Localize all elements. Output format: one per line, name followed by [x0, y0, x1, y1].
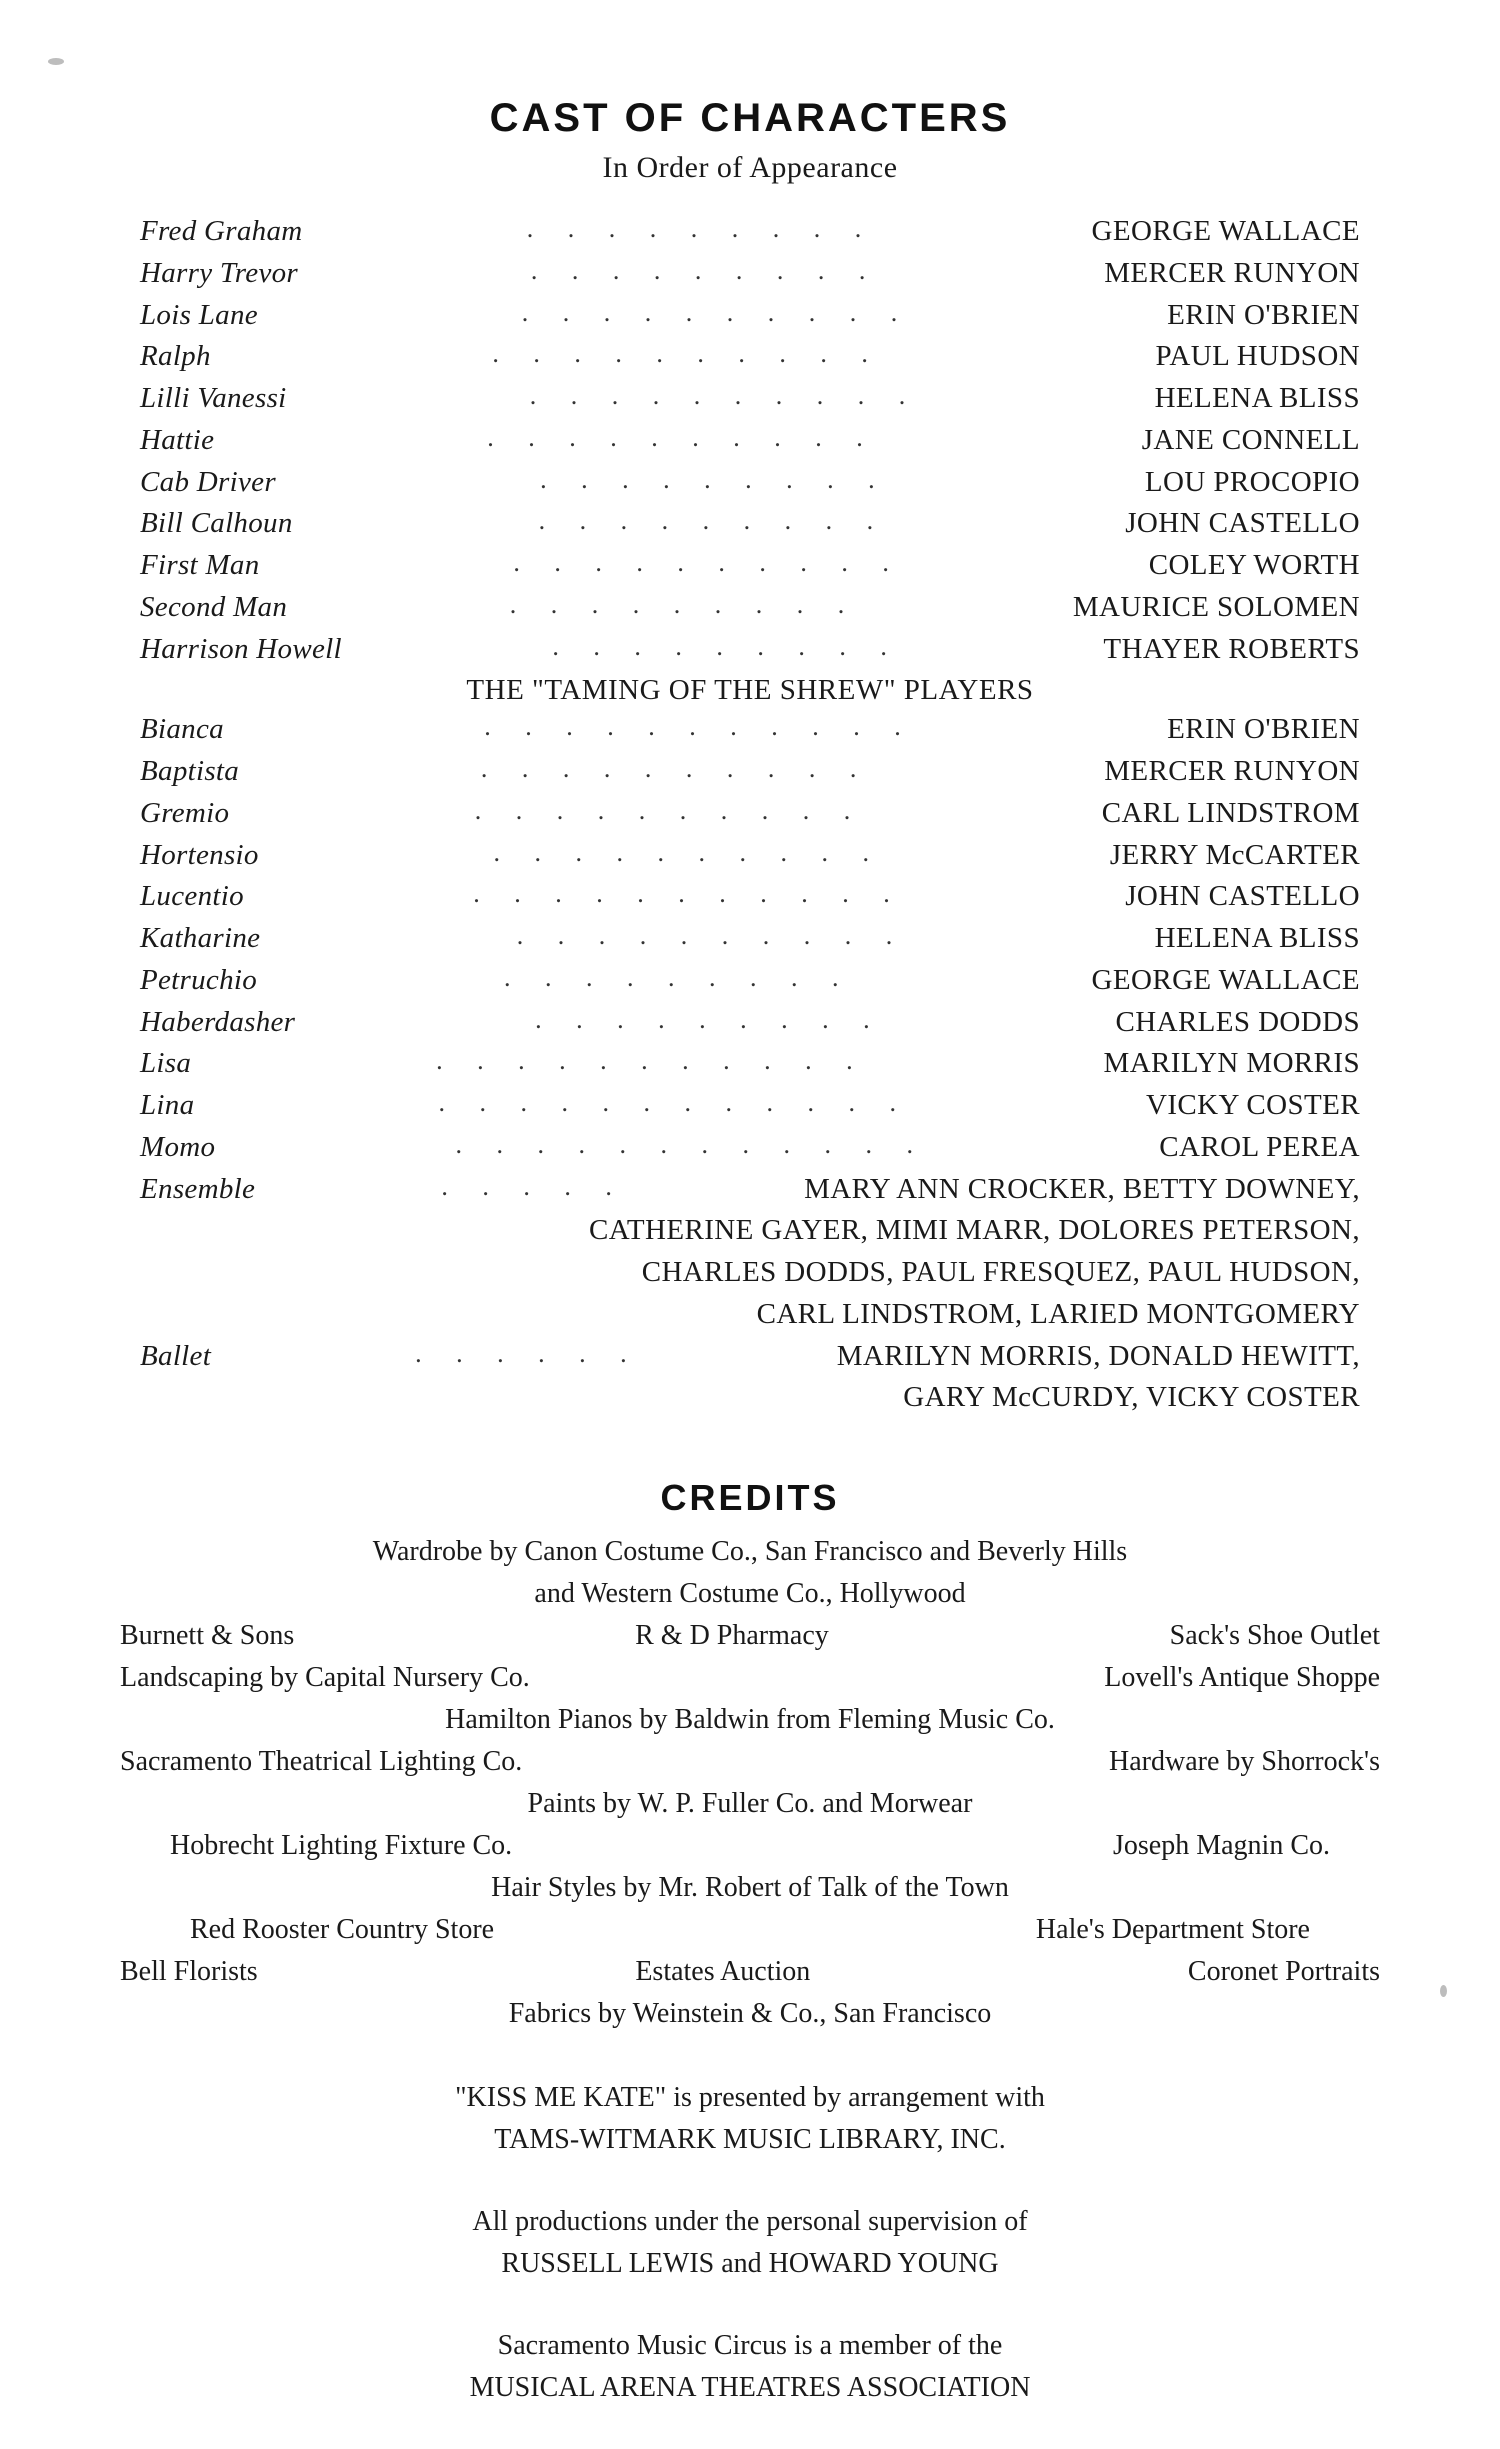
cast-row: [140, 876, 1360, 918]
leader-dots: . . . . . . . . . .: [474, 795, 865, 825]
cast-row: [140, 918, 1360, 960]
cast-row: [140, 378, 1360, 420]
cast-role: Gremio: [140, 796, 230, 829]
credit-item: Red Rooster Country Store: [190, 1914, 495, 1945]
cast-actor: VICKY COSTER: [1146, 1089, 1360, 1121]
credit-item: Estates Auction: [635, 1956, 811, 1987]
cast-row: [140, 960, 1360, 1002]
cast-actor: ERIN O'BRIEN: [1167, 713, 1360, 746]
credit-line: Hamilton Pianos by Baldwin from Fleming Music Co.: [445, 1704, 1055, 1735]
leader-dots: . . . . . . . . . .: [480, 754, 871, 783]
credit-item: Bell Florists: [120, 1956, 258, 1987]
credit-line: Fabrics by Weinstein & Co., San Francisco: [508, 1998, 992, 2029]
credit-row: [120, 1825, 1380, 1867]
cast-actor: MAURICE SOLOMEN: [1072, 590, 1360, 623]
leader-dots: . . . . . . . . . .: [529, 381, 920, 410]
credit-item: Sack's Shoe Outlet: [1169, 1620, 1380, 1651]
cast-actor: JERRY McCARTER: [1109, 838, 1360, 871]
cast-actor: CAROL PEREA: [1159, 1130, 1360, 1163]
cast-actor: ERIN O'BRIEN: [1167, 298, 1360, 331]
cast-actor: MERCER RUNYON: [1104, 256, 1360, 289]
cast-row: [140, 211, 1360, 253]
arrangement-notice: [120, 2077, 1380, 2161]
leader-dots: . . . . . . . . . . .: [473, 879, 904, 909]
leader-dots: . . . . . .: [415, 1338, 641, 1368]
association-notice: [120, 2325, 1380, 2409]
cast-actor: MERCER RUNYON: [1104, 755, 1360, 787]
leader-dots: . . . . . . . . . .: [493, 837, 884, 867]
credits-title: CREDITS: [660, 1477, 840, 1518]
leader-dots: . . . . .: [441, 1171, 626, 1201]
leader-dots: . . . . . . . . .: [552, 631, 901, 661]
leader-dots: . . . . . . . . . . .: [484, 712, 915, 742]
cast-role: Cab Driver: [140, 465, 276, 498]
cast-actor: CHARLES DODDS: [1115, 1005, 1360, 1038]
cast-row: [140, 253, 1360, 295]
cast-role: Harry Trevor: [140, 256, 299, 289]
cast-role: Petruchio: [140, 963, 258, 996]
cast-actor: PAUL HUDSON: [1155, 340, 1360, 373]
credit-item: Hardware by Shorrock's: [1109, 1746, 1380, 1777]
cast-row: [140, 835, 1360, 877]
supervision-line-2: RUSSELL LEWIS and HOWARD YOUNG: [501, 2248, 999, 2279]
cast-role: Lois Lane: [140, 298, 258, 331]
cast-row: [140, 462, 1360, 504]
cast-actor: MARILYN MORRIS: [1103, 1047, 1360, 1080]
cast-row: [140, 420, 1360, 462]
leader-dots: . . . . . . . . .: [509, 589, 859, 619]
credit-item: Hale's Department Store: [1035, 1914, 1310, 1945]
cast-role: Lina: [140, 1089, 195, 1121]
credit-item: Joseph Magnin Co.: [1113, 1830, 1330, 1861]
arrangement-line-2: TAMS-WITMARK MUSIC LIBRARY, INC.: [494, 2124, 1006, 2155]
supervision-line-1: All productions under the personal supervision of: [472, 2206, 1028, 2237]
ballet-continued: GARY McCURDY, VICKY COSTER: [903, 1381, 1360, 1414]
cast-row: [140, 1043, 1360, 1085]
credit-item: Hobrecht Lighting Fixture Co.: [170, 1830, 513, 1861]
cast-row: [140, 545, 1360, 587]
cast-actor: COLEY WORTH: [1148, 549, 1360, 581]
cast-row: [140, 751, 1360, 793]
leader-dots: . . . . . . . . . . . .: [455, 1129, 928, 1159]
ballet-row: [140, 1336, 1360, 1378]
cast-role: Second Man: [140, 590, 288, 623]
cast-role: Hattie: [140, 423, 215, 456]
leader-dots: . . . . . . . . . .: [487, 422, 877, 452]
leader-dots: . . . . . . . . . .: [521, 297, 912, 327]
credit-row: [120, 1909, 1380, 1951]
arrangement-line-1: "KISS ME KATE" is presented by arrangement with: [455, 2082, 1045, 2113]
credit-row: [120, 1615, 1380, 1657]
cast-role: Lisa: [140, 1047, 192, 1080]
cast-role: Lilli Vanessi: [140, 382, 287, 414]
ensemble-continued: CARL LINDSTROM, LARIED MONTGOMERY: [756, 1297, 1360, 1330]
leader-dots: . . . . . . . . . .: [492, 339, 882, 369]
cast-role: Lucentio: [140, 880, 244, 913]
credit-row: [120, 1741, 1380, 1783]
cast-role: Ensemble: [140, 1172, 256, 1205]
cast-actor: CARL LINDSTROM: [1101, 796, 1360, 829]
cast-actor: MARY ANN CROCKER, BETTY DOWNEY,: [804, 1172, 1360, 1205]
cast-role: Fred Graham: [140, 215, 303, 247]
cast-row: [140, 1085, 1360, 1127]
leader-dots: . . . . . . . . .: [504, 962, 853, 992]
credit-line: and Western Costume Co., Hollywood: [534, 1578, 966, 1609]
page-title: CAST OF CHARACTERS: [489, 96, 1011, 140]
cast-role: Hortensio: [140, 838, 259, 871]
cast-actor: GEORGE WALLACE: [1091, 215, 1360, 247]
leader-dots: . . . . . . . . .: [530, 255, 880, 285]
leader-dots: . . . . . . . . .: [540, 464, 889, 494]
cast-role: Harrison Howell: [140, 632, 342, 665]
cast-role: Momo: [140, 1130, 216, 1163]
association-line-2: MUSICAL ARENA THEATRES ASSOCIATION: [469, 2372, 1031, 2403]
ensemble-row: [140, 1169, 1360, 1211]
leader-dots: . . . . . . . . .: [538, 506, 888, 536]
credit-item: Sacramento Theatrical Lighting Co.: [120, 1746, 523, 1777]
credit-item: Coronet Portraits: [1187, 1956, 1380, 1987]
cast-actor: LOU PROCOPIO: [1144, 465, 1360, 498]
credit-line: Hair Styles by Mr. Robert of Talk of the Town: [491, 1872, 1009, 1903]
cast-row: [140, 503, 1360, 545]
cast-row: [140, 709, 1360, 751]
leader-dots: . . . . . . . . . .: [513, 548, 903, 577]
credit-row: [120, 1657, 1380, 1699]
cast-role: Katharine: [140, 922, 261, 954]
cast-actor: HELENA BLISS: [1154, 382, 1360, 414]
shrew-players-heading: THE "TAMING OF THE SHREW" PLAYERS: [466, 674, 1034, 707]
supervision-notice: [120, 2201, 1380, 2285]
cast-role: First Man: [140, 549, 260, 581]
credit-line: Wardrobe by Canon Costume Co., San Francisco and Beverly Hills: [372, 1536, 1128, 1567]
cast-row: [140, 587, 1360, 629]
association-line-1: Sacramento Music Circus is a member of the: [497, 2330, 1003, 2361]
cast-row: [140, 793, 1360, 835]
cast-actor: GEORGE WALLACE: [1091, 963, 1360, 996]
cast-row: [140, 1002, 1360, 1044]
cast-role: Bill Calhoun: [140, 507, 293, 540]
leader-dots: . . . . . . . . .: [526, 214, 876, 243]
credit-line: Paints by W. P. Fuller Co. and Morwear: [527, 1788, 973, 1819]
cast-subtitle: In Order of Appearance: [602, 151, 898, 184]
cast-role: Haberdasher: [140, 1005, 296, 1038]
cast-list: [140, 211, 1360, 1419]
ensemble-continued: CHARLES DODDS, PAUL FRESQUEZ, PAUL HUDSON,: [641, 1256, 1360, 1288]
leader-dots: . . . . . . . . . . . .: [438, 1088, 910, 1117]
paper-speck: [1440, 1985, 1447, 1997]
cast-row: [140, 629, 1360, 671]
cast-actor: HELENA BLISS: [1154, 922, 1360, 954]
ensemble-continued: CATHERINE GAYER, MIMI MARR, DOLORES PETERSON,: [589, 1214, 1360, 1247]
cast-role: Bianca: [140, 713, 224, 746]
cast-row: [140, 336, 1360, 378]
credit-item: Burnett & Sons: [120, 1620, 295, 1651]
cast-actor: JANE CONNELL: [1141, 423, 1360, 456]
cast-row: [140, 295, 1360, 337]
paper-speck: [48, 58, 64, 65]
cast-actor: MARILYN MORRIS, DONALD HEWITT,: [836, 1339, 1360, 1372]
credit-row: [120, 1951, 1380, 1993]
cast-actor: JOHN CASTELLO: [1125, 507, 1360, 540]
credit-item: Lovell's Antique Shoppe: [1104, 1662, 1380, 1693]
leader-dots: . . . . . . . . .: [535, 1004, 884, 1034]
leader-dots: . . . . . . . . . .: [516, 921, 907, 950]
cast-actor: JOHN CASTELLO: [1125, 880, 1360, 913]
credit-item: R & D Pharmacy: [635, 1620, 829, 1651]
cast-actor: THAYER ROBERTS: [1103, 632, 1360, 665]
cast-role: Ballet: [140, 1339, 212, 1372]
cast-role: Baptista: [140, 755, 240, 787]
leader-dots: . . . . . . . . . . .: [436, 1046, 867, 1076]
cast-row: [140, 1127, 1360, 1169]
cast-role: Ralph: [140, 340, 211, 373]
credit-item: Landscaping by Capital Nursery Co.: [120, 1662, 530, 1693]
